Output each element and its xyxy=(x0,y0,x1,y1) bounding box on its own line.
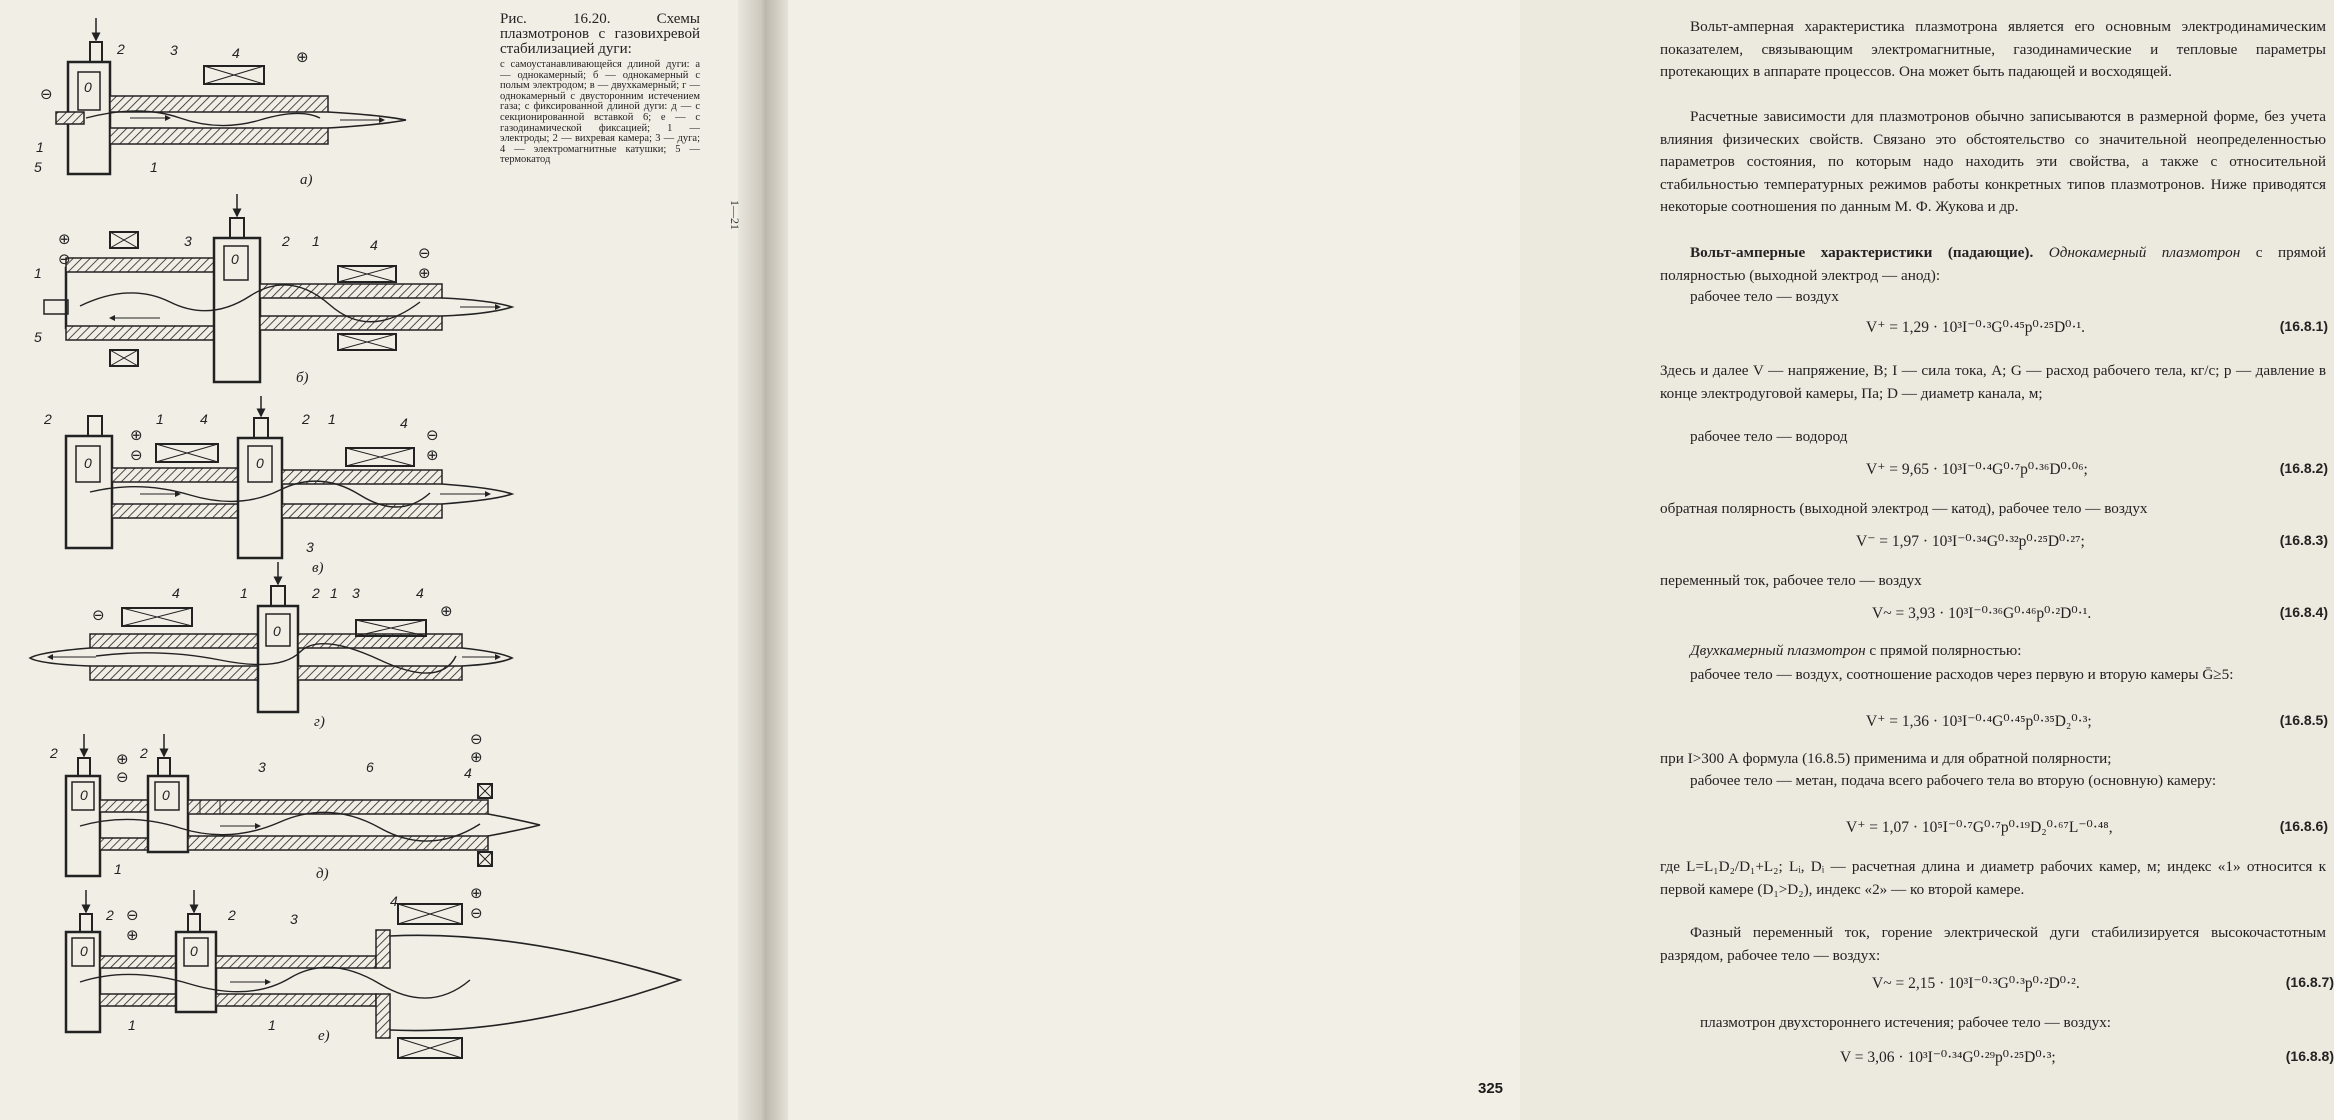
label-1: 1 xyxy=(34,265,42,281)
label-4: 4 xyxy=(464,765,472,781)
label-2b: 2 xyxy=(302,411,310,427)
equation-16-8-3 xyxy=(1660,532,2328,554)
text-line: обратная полярность (выходной электрод — катод), рабочее тело — воздух xyxy=(1660,500,2148,517)
label-1b: 1 xyxy=(150,159,158,175)
label-f: е) xyxy=(318,1028,330,1044)
label-4b: 4 xyxy=(416,585,424,601)
equation-number: (16.8.1) xyxy=(2279,318,2328,334)
label-a: а) xyxy=(300,172,313,188)
equation-number: (16.8.3) xyxy=(2279,532,2328,548)
paragraph-tail: с прямой полярностью (выходной электрод — анод): xyxy=(1660,244,2327,284)
scheme-a xyxy=(34,18,406,188)
plus-sign: ⊕ xyxy=(470,748,483,766)
label-4: 4 xyxy=(370,237,378,253)
label-3: 3 xyxy=(352,585,360,601)
label-1: 1 xyxy=(156,411,164,427)
label-1b: 1 xyxy=(328,411,336,427)
label-3: 3 xyxy=(290,911,298,927)
label-3: 3 xyxy=(170,42,178,58)
label-6: 6 xyxy=(366,759,374,775)
label-2b: 2 xyxy=(228,907,236,923)
plus-sign: ⊕ xyxy=(296,48,309,66)
paragraph: рабочее тело — воздух, соотношение расходов через первую и вторую камеры Ḡ≥5: xyxy=(1690,666,2234,683)
equation-number: (16.8.2) xyxy=(2279,460,2328,476)
minus-sign: ⊖ xyxy=(58,250,71,268)
plus-sign: ⊕ xyxy=(130,426,143,444)
label-2: 2 xyxy=(117,41,125,57)
paragraph: где L=L₁D₂/D₁+L₂; Lᵢ, Dᵢ — расчетная длина и диаметр рабочих камер, м; индекс «1» относится к первой камере (D₁>D₂), индекс «2» — ко второй камере. xyxy=(1660,858,2326,898)
paragraph: рабочее тело — метан, подача всего рабочего тела во вторую (основную) камеру: xyxy=(1690,772,2217,789)
chamber-mark: 0 xyxy=(256,455,264,471)
equation-number: (16.8.8) xyxy=(2285,1048,2334,1064)
equation-16-8-1 xyxy=(1660,318,2328,340)
label-1: 1 xyxy=(114,861,122,877)
label-3: 3 xyxy=(184,233,192,249)
scheme-e xyxy=(49,730,540,882)
label-1: 1 xyxy=(128,1017,136,1033)
plus-sign: ⊕ xyxy=(126,926,139,944)
minus-sign: ⊖ xyxy=(470,730,483,748)
label-2: 2 xyxy=(44,411,52,427)
paragraph-two-chamber xyxy=(1660,640,2326,663)
plus-sign: ⊕ xyxy=(418,264,431,282)
label-1: 1 xyxy=(240,585,248,601)
text-line: рабочее тело — воздух xyxy=(1690,288,1839,305)
equation-number: (16.8.6) xyxy=(2279,818,2328,834)
minus-sign: ⊖ xyxy=(40,85,53,103)
label-d: г) xyxy=(314,714,325,730)
figure-title: Рис. 16.20. Схемы плазмотронов с газовихревой стабилизацией дуги: xyxy=(500,11,700,57)
right-page xyxy=(788,0,1520,1120)
label-b: б) xyxy=(296,370,309,386)
label-4b: 4 xyxy=(400,415,408,431)
book-gutter xyxy=(738,0,788,1120)
scheme-b xyxy=(34,194,512,386)
label-3: 3 xyxy=(306,539,314,555)
margin-mark: 1—21 xyxy=(728,200,742,230)
label-2: 2 xyxy=(106,907,114,923)
chamber-mark: 0 xyxy=(80,943,88,959)
formula: V = 3,06 · 10³I⁻⁰·³⁴G⁰·²⁹p⁰·²⁵D⁰·³; xyxy=(1840,1049,2056,1066)
chamber-mark: 0 xyxy=(231,251,239,267)
label-1b: 1 xyxy=(330,585,338,601)
plus-sign: ⊕ xyxy=(426,446,439,464)
scheme-d xyxy=(30,562,512,730)
formula: V⁺ = 9,65 · 10³I⁻⁰·⁴G⁰·⁷p⁰·³⁶D⁰·⁰⁶; xyxy=(1866,461,2088,478)
equation-number: (16.8.7) xyxy=(2285,974,2334,990)
label-1: 1 xyxy=(36,139,44,155)
italic-term: Двухкамерный плазмотрон xyxy=(1690,642,1866,659)
formula: V⁺ = 1,36 · 10³I⁻⁰·⁴G⁰·⁴⁵p⁰·³⁵D₂⁰·³; xyxy=(1866,713,2092,730)
minus-sign: ⊖ xyxy=(426,426,439,444)
chamber-mark: 0 xyxy=(80,787,88,803)
chamber-mark: 0 xyxy=(84,79,92,95)
italic-term: Однокамерный плазмотрон xyxy=(2048,244,2241,261)
chamber-mark: 0 xyxy=(190,943,198,959)
equation-16-8-6 xyxy=(1660,818,2328,840)
paragraph: Вольт-амперная характеристика плазмотрона является его основным электродинамическим показателем, связывающим электромагнитные, газодинамические и тепловые параметры протекающих в аппарате процессов. Она может быть падающей и восходящей. xyxy=(1660,18,2326,80)
paragraph: Фазный переменный ток, горение электрической дуги стабилизируется высокочастотным разрядом, рабочее тело — воздух: xyxy=(1660,924,2326,964)
label-4: 4 xyxy=(172,585,180,601)
figure-caption xyxy=(500,12,700,166)
label-2: 2 xyxy=(50,745,58,761)
formula: V⁺ = 1,29 · 10³I⁻⁰·³G⁰·⁴⁵p⁰·²⁵D⁰·¹. xyxy=(1866,319,2086,336)
plus-sign: ⊕ xyxy=(440,602,453,620)
equation-16-8-8 xyxy=(1660,1048,2334,1070)
chamber-mark: 0 xyxy=(84,455,92,471)
equation-16-8-5 xyxy=(1660,712,2328,734)
scheme-f xyxy=(66,884,680,1058)
scheme-c xyxy=(43,396,512,576)
minus-sign: ⊖ xyxy=(470,904,483,922)
text-line: рабочее тело — водород xyxy=(1690,428,1848,445)
text-line: при I>300 А формула (16.8.5) применима и для обратной полярности; xyxy=(1660,750,2112,767)
chamber-mark: 0 xyxy=(162,787,170,803)
label-2: 2 xyxy=(312,585,320,601)
minus-sign: ⊖ xyxy=(130,446,143,464)
label-4: 4 xyxy=(200,411,208,427)
equation-number: (16.8.5) xyxy=(2279,712,2328,728)
label-4: 4 xyxy=(390,893,398,909)
minus-sign: ⊖ xyxy=(418,244,431,262)
paragraph: Расчетные зависимости для плазмотронов обычно записываются в размерной форме, без учета влияния физических свойств. Связано это обстоятельство со значительной неопределенностью параметров состояния, по которым надо находить эти свойства, а также с относительной стабильностью температурных режимов работы конкретных типов плазмотронов. Ниже приводятся некоторые соотношения по данным М. Ф. Жукова и др. xyxy=(1660,108,2326,215)
page-number: 325 xyxy=(1478,1080,1504,1097)
text-line: плазмотрон двухстороннего истечения; рабочее тело — воздух: xyxy=(1700,1014,2112,1031)
chamber-mark: 0 xyxy=(273,623,281,639)
plasmatron-schemes-figure xyxy=(0,0,740,1120)
label-5: 5 xyxy=(34,159,42,175)
formula: V~ = 2,15 · 10³I⁻⁰·³G⁰·³p⁰·²D⁰·². xyxy=(1872,975,2080,992)
label-1b: 1 xyxy=(312,233,320,249)
paragraph-tail: с прямой полярностью: xyxy=(1869,642,2022,659)
equation-16-8-4 xyxy=(1660,604,2328,626)
plus-sign: ⊕ xyxy=(116,750,129,768)
label-5: 5 xyxy=(34,329,42,345)
formula: V⁻ = 1,97 · 10³I⁻⁰·³⁴G⁰·³²p⁰·²⁵D⁰·²⁷; xyxy=(1856,533,2085,550)
label-4: 4 xyxy=(232,45,240,61)
equation-number: (16.8.4) xyxy=(2279,604,2328,620)
minus-sign: ⊖ xyxy=(126,906,139,924)
label-2b: 2 xyxy=(140,745,148,761)
section-heading: Вольт-амперные характеристики (падающие). xyxy=(1690,244,2034,261)
plus-sign: ⊕ xyxy=(470,884,483,902)
paragraph-vac xyxy=(1660,242,2326,287)
formula: V~ = 3,93 · 10³I⁻⁰·³⁶G⁰·⁴⁶p⁰·²D⁰·¹. xyxy=(1872,605,2092,622)
paragraph: Здесь и далее V — напряжение, В; I — сила тока, А; G — расход рабочего тела, кг/с; p — давление в конце электродуговой камеры, Па; D — диаметр канала, м; xyxy=(1660,362,2326,402)
text-line: переменный ток, рабочее тело — воздух xyxy=(1660,572,1922,589)
minus-sign: ⊖ xyxy=(116,768,129,786)
equation-16-8-7 xyxy=(1660,974,2334,996)
label-2: 2 xyxy=(282,233,290,249)
plus-sign: ⊕ xyxy=(58,230,71,248)
minus-sign: ⊖ xyxy=(92,606,105,624)
label-c: в) xyxy=(312,560,324,576)
label-e: д) xyxy=(316,866,329,882)
label-3: 3 xyxy=(258,759,266,775)
formula: V⁺ = 1,07 · 10⁵I⁻⁰·⁷G⁰·⁷p⁰·¹⁹D₂⁰·⁶⁷L⁻⁰·⁴⁸, xyxy=(1846,819,2113,836)
label-1b: 1 xyxy=(268,1017,276,1033)
equation-16-8-2 xyxy=(1660,460,2328,482)
figure-legend: с самоустанавливающейся длиной дуги: а — однокамерный; б — однокамерный с полым электродом; в — двухкамерный; г — однокамерный с двусторонним истечением газа; с фиксированной длиной дуги: д — с секционированной вставкой 6; е — с газодинамической фиксацией; 1 — электроды; 2 — вихревая камера; 3 — дуга; 4 — электромагнитные катушки; 5 — термокатод xyxy=(500,59,700,166)
